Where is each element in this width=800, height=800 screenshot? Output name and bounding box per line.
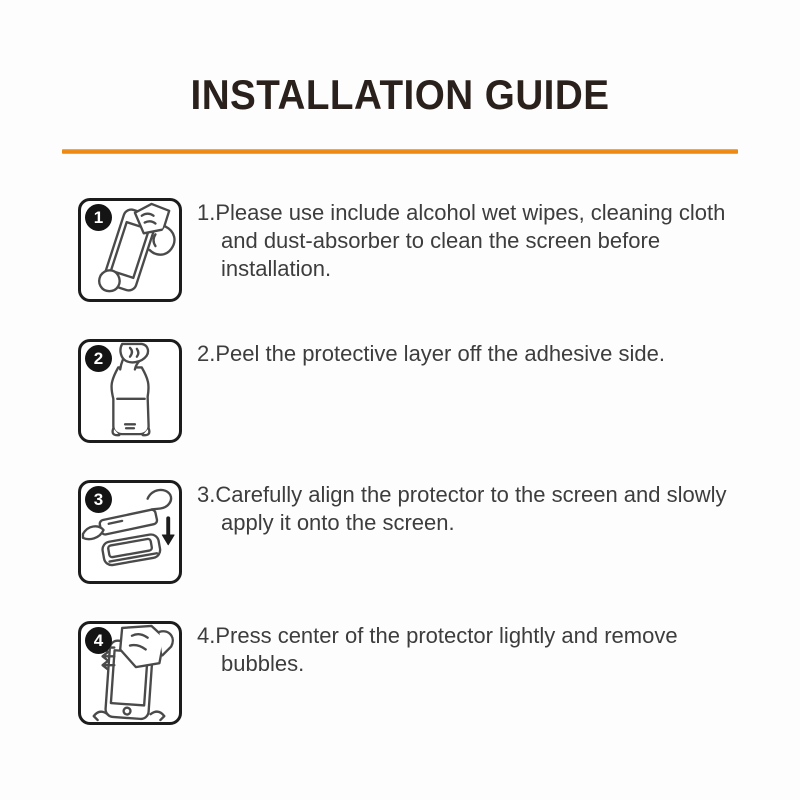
step-4-figure — [78, 621, 182, 725]
step-1-number-badge: 1 — [85, 204, 112, 231]
header — [0, 0, 800, 154]
step-4-text: 4.Press center of the protector lightly and remove bubbles. — [197, 623, 678, 676]
step-1-figure — [78, 198, 182, 302]
orange-divider — [62, 149, 738, 154]
step-4-number-badge: 4 — [85, 627, 112, 654]
step-2-number-badge: 2 — [85, 345, 112, 372]
step-row-1 — [78, 198, 750, 302]
step-row-2 — [78, 339, 750, 443]
step-row-3 — [78, 480, 750, 584]
step-2-text: 2.Peel the protective layer off the adhesive side. — [197, 341, 665, 366]
page-title: INSTALLATION GUIDE — [190, 71, 610, 118]
step-3-figure — [78, 480, 182, 584]
step-3-text: 3.Carefully align the protector to the screen and slowly apply it onto the screen. — [197, 482, 727, 535]
step-row-4 — [78, 621, 750, 725]
step-3-number-badge: 3 — [85, 486, 112, 513]
step-2-figure — [78, 339, 182, 443]
step-1-text: 1.Please use include alcohol wet wipes, cleaning cloth and dust-absorber to clean the screen before installation. — [197, 200, 726, 281]
steps-list — [0, 198, 800, 725]
